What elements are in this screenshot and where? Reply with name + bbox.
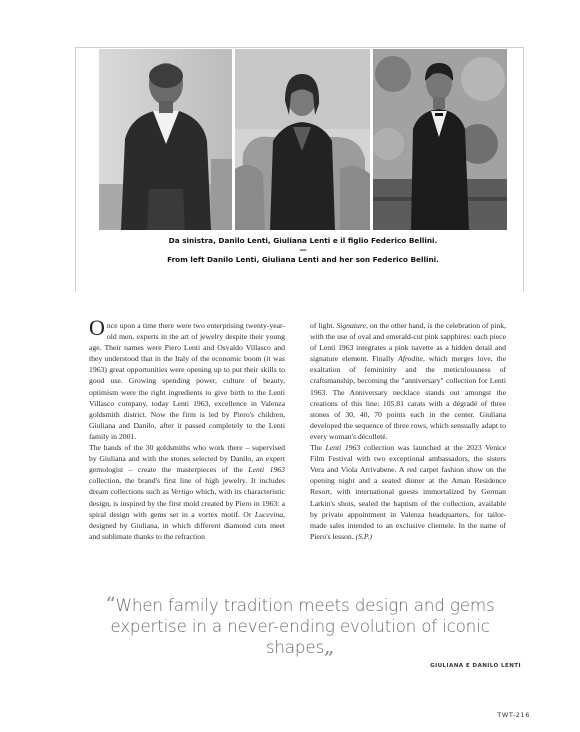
collection-name: Lenti 1963 [325, 443, 361, 453]
article-text: of light. [310, 321, 337, 330]
article-text: The [310, 443, 326, 453]
article-paragraph [310, 442, 506, 542]
photo-giuliana-lenti [235, 49, 370, 230]
frame-top-line [75, 47, 523, 48]
article-text: , on the other hand, is the celebration of pink, with the use of oval and emerald-cut pink sapphires: each piece of Lenti 1963 integrates a pink navette as a hidden detail and signature element. Finally [310, 321, 506, 364]
collection-name: Afrodite [398, 354, 423, 364]
collection-name: Lucevina [254, 509, 284, 519]
article-text: collection, the brand's first line of high jewelry. It includes dream collections such as [89, 476, 285, 497]
caption-separator: — [299, 245, 307, 255]
article-column-left [89, 315, 285, 542]
page-number: TWT-216 [497, 711, 530, 719]
article-text: , which merges love, the exaltation of femininity and the meticulousness of craftsmanship, becoming the "anniversary" collection for Lenti 1963. The Anniversary necklace stands out amongst the creations of this line: 105.81 carats with a dégradé of three stones of 30, 40, 70 points each in the center. Giuliana developed the sequence of three rows, which sensually adapt to every woman's décolleté. [310, 354, 506, 441]
photo-caption [99, 236, 507, 264]
article-text: which, with its characteristic design, is inspired by the first mold created by Piero in 1963: a spiral design with gems set in a vortex motif. Or [89, 487, 285, 519]
article-text: , designed by Giuliana, in which different diamond cuts meet and sublimate thanks to the refraction [89, 509, 285, 541]
photo-federico-bellini [373, 49, 507, 230]
quote-text: When family tradition meets design and gems expertise in a never-ending evolution of iconic shapes [110, 595, 495, 657]
author-initials: (S.P.) [355, 531, 373, 541]
drop-cap: O [89, 315, 105, 340]
article-paragraph [310, 320, 506, 442]
photo-danilo-lenti [99, 49, 232, 230]
article-paragraph [89, 442, 285, 542]
article-paragraph [89, 315, 285, 442]
article-text: nce upon a time there were two enterprising twenty-year-old men, experts in the art of jewelry despite their young age. Their names were Piero Lenti and Osvaldo Villasco and they understood that in the Italy of the economic boom (it was 1963) great opportunities were opening up to put their skills to good use. Growing spending power, culture of beauty, optimism were the right ingredients to give birth to the Lenti Villasco company, today Lenti 1963, excellence in Valenza goldsmith district. Now the firm is led by Piero's children, Giuliana and Danilo, after it passed completely to the Lenti family in 2001. [89, 321, 285, 441]
frame-right-line [523, 47, 524, 292]
article-column-right [310, 320, 506, 542]
quote-close-mark: „ [324, 634, 335, 658]
pull-quote [100, 594, 500, 658]
collection-name: Signature [336, 321, 366, 330]
collection-name: Vertigo [171, 487, 194, 497]
collection-name: Lenti 1963 [248, 465, 285, 475]
caption-english: From left Danilo Lenti, Giuliana Lenti and her son Federico Bellini. [167, 254, 439, 264]
article-text: collection was launched at the 2023 Venice Film Festival with two exceptional ambassadors, the sisters Vera and Viola Arrivabene. A red carpet fashion show on the opening night and a seated dinner at the Aman Residence Resort, with international guests immortalized by German Larkin's shots, sealed the baptism of the collection, available by private appointment in Valenza headquarters, for tailor-made sales intended to an exclusive clientele. In the name of Piero's lesson. [310, 443, 507, 541]
caption-italian: Da sinistra, Danilo Lenti, Giuliana Lenti e il figlio Federico Bellini. [168, 236, 438, 245]
quote-author: GIULIANA E DANILO LENTI [430, 663, 521, 669]
quote-open-mark: “ [105, 592, 116, 616]
frame-left-line [75, 47, 76, 292]
article-text: The hands of the 30 goldsmiths who work there – supervised by Giuliana and with the stones selected by Danilo, an expert gemologist – create the masterpieces of the [89, 443, 285, 475]
